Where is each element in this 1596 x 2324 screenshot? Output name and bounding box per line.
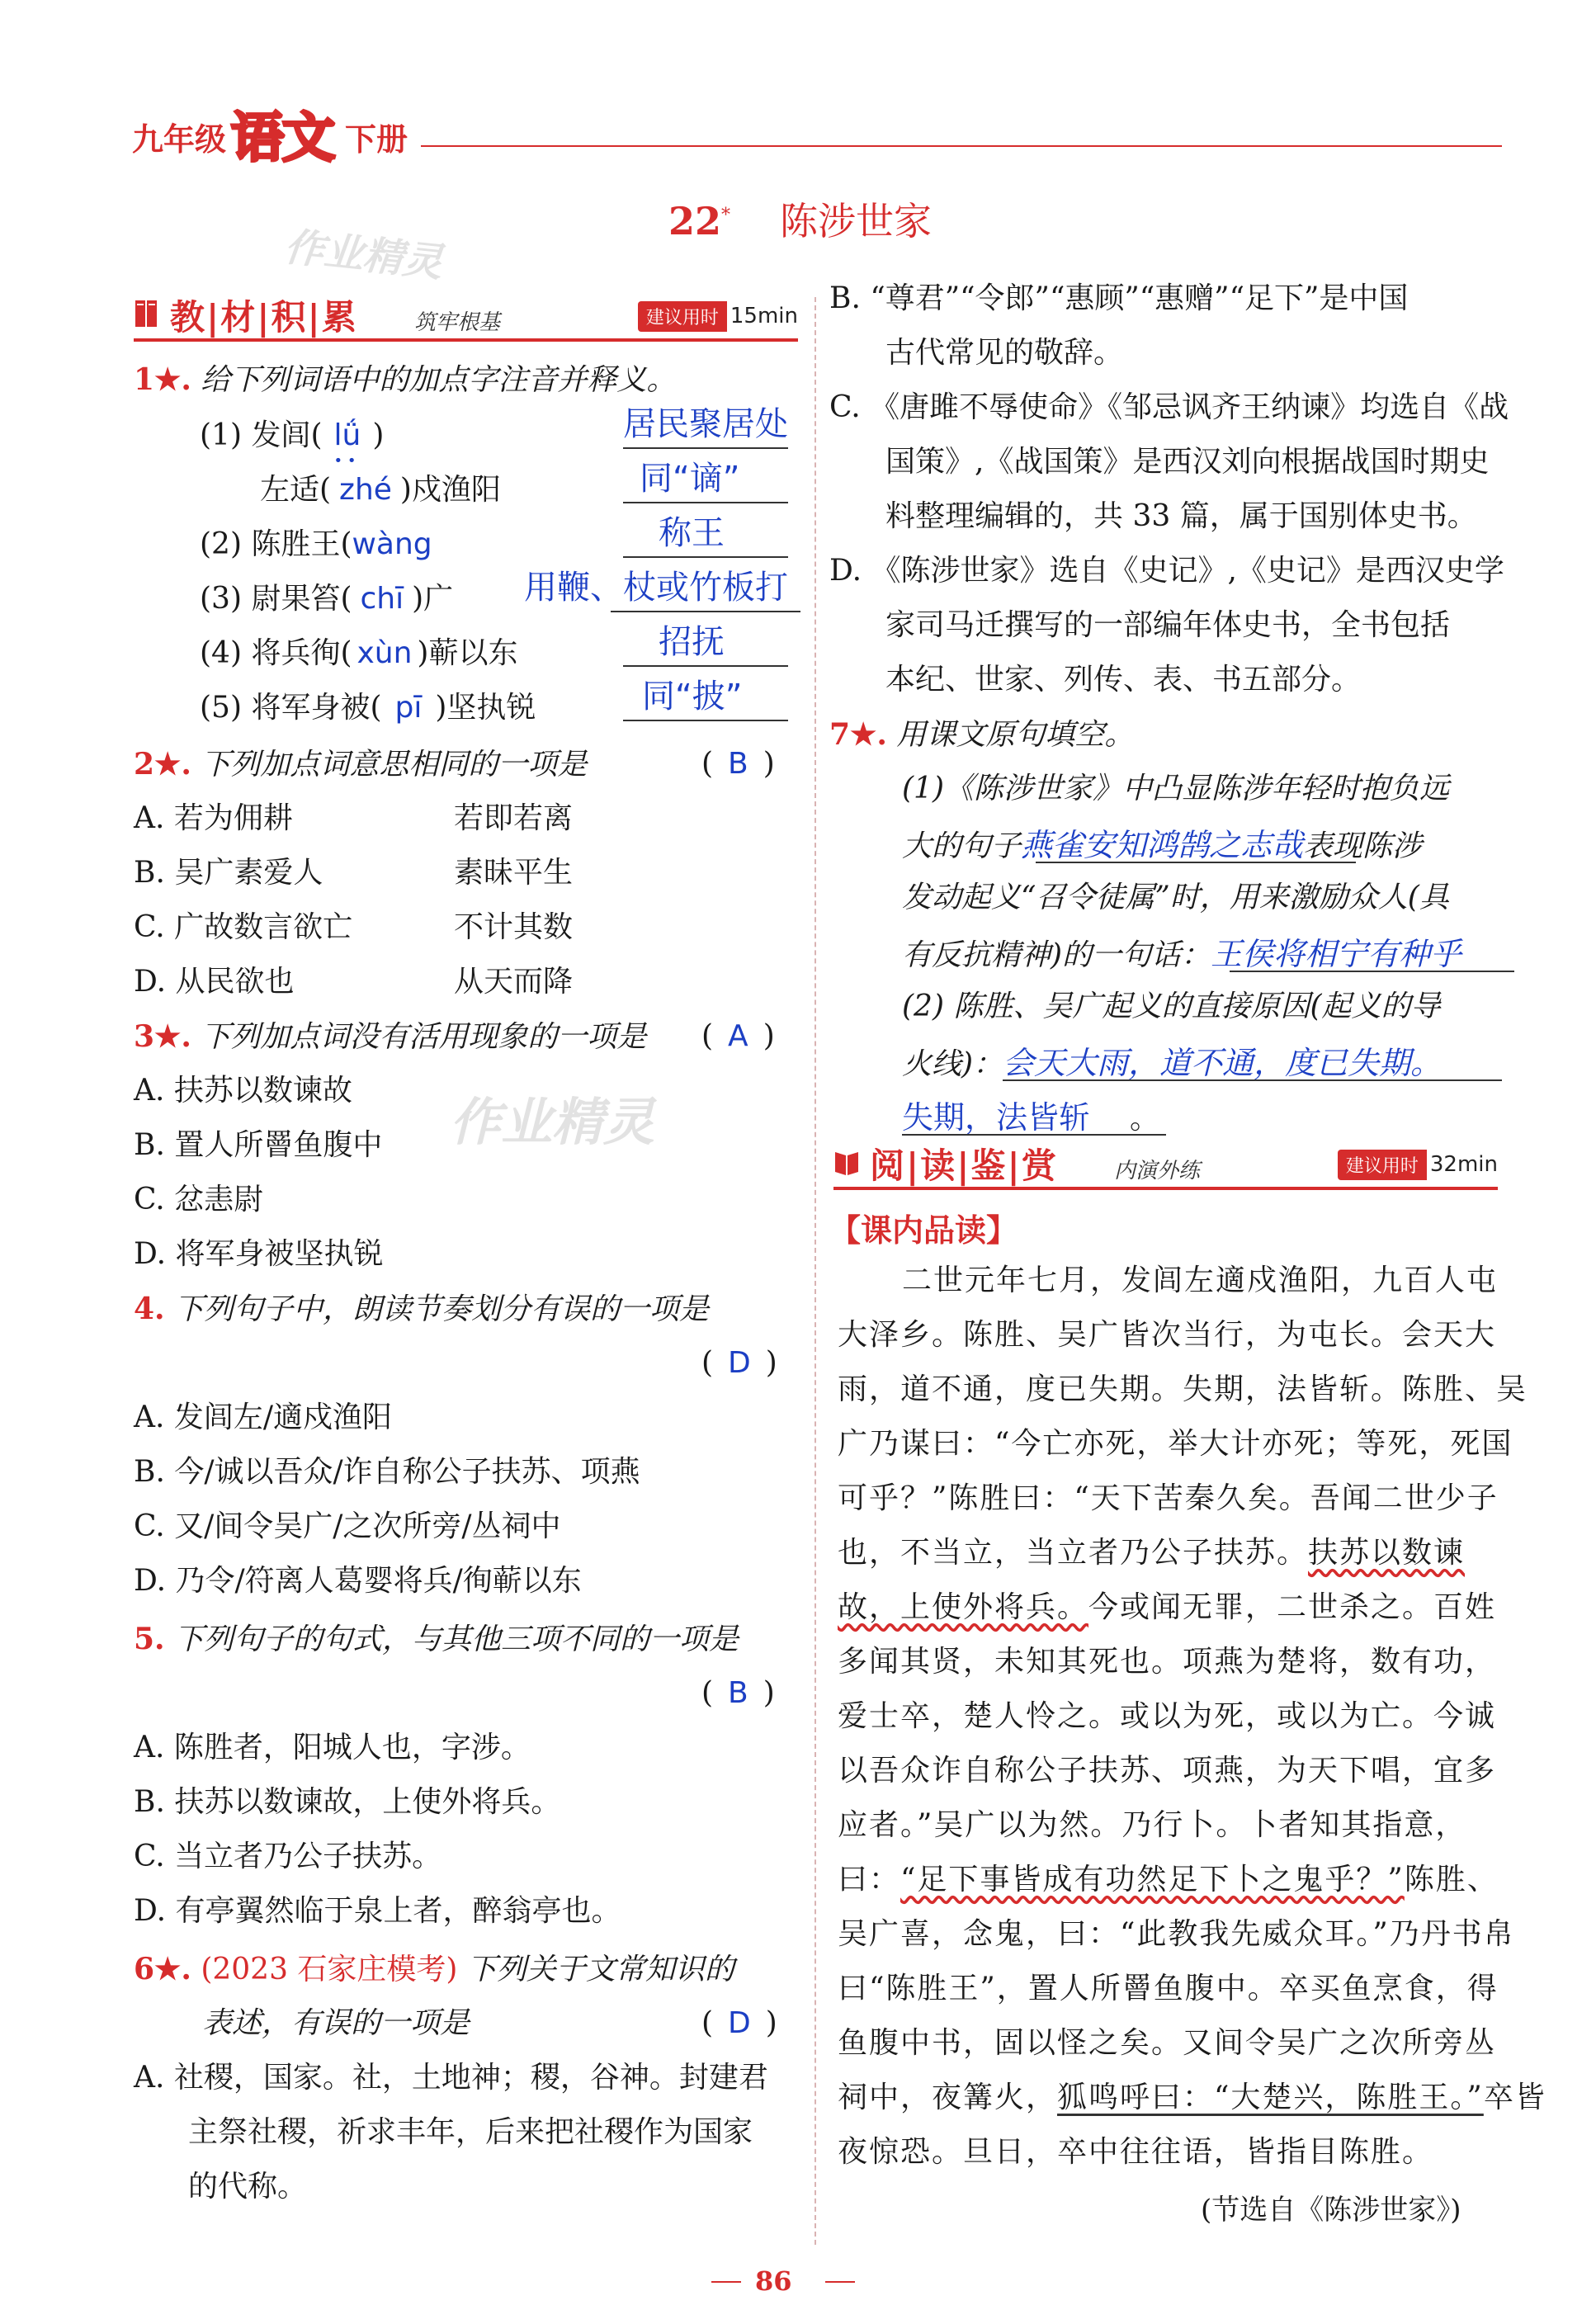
- q1-item-5-post: )蕲以东: [417, 636, 518, 670]
- q7-part1-prompt: 大的句子: [902, 829, 1022, 863]
- q2-text: 下列加点词意思相同的一项是: [201, 748, 588, 782]
- q6-option-d-line3: 本纪、世家、列传、表、书五部分。: [885, 663, 1362, 697]
- q2-number: 2★.: [134, 747, 191, 782]
- q7-part2-line2: [902, 1043, 1442, 1083]
- passage-line-14: 曰“陈胜王”，置人所罾鱼腹中。卒买鱼烹食，得: [838, 1972, 1499, 2005]
- subject-logo: 语文: [231, 108, 333, 169]
- suggested-time: [638, 302, 798, 330]
- q6-option-c-line1: C. 《唐雎不辱使命》《邹忌讽齐王纳谏》均选自《战: [829, 390, 1509, 424]
- q1-item-4-pinyin: chī: [360, 582, 404, 616]
- passage-line-8: 多闻其贤，未知其死也。项燕为楚将，数有功，: [838, 1645, 1497, 1679]
- q1-blank-2: [623, 502, 788, 503]
- page-title: [668, 191, 932, 246]
- q7-blank-1: [1036, 862, 1356, 863]
- passage-line-13: 吴广喜，念鬼，曰：“此教我先威众耳。”乃丹书帛: [838, 1917, 1515, 1951]
- q6-option-d-line1: D. 《陈涉世家》选自《史记》,《史记》是西汉史学: [829, 554, 1504, 588]
- time-value: 15min: [730, 304, 798, 328]
- q7-answer-1: 燕雀安知鸿鹄之志哉: [1021, 827, 1304, 863]
- passage-line-11: 应者。”吴广以为然。乃行卜。卜者知其指意，: [838, 1808, 1467, 1842]
- q1-number: 1★.: [134, 362, 191, 397]
- q2-answer: B: [728, 747, 748, 781]
- q1-blank-5: [623, 665, 788, 667]
- column-divider: [815, 297, 816, 2245]
- volume-label: 下册: [345, 121, 408, 158]
- q6-option-c-line3: 料整理编辑的，共 33 篇，属于国别体史书。: [885, 499, 1477, 533]
- passage-line-5: 可乎？”陈胜曰：“天下苦秦久矣。吾闻二世少子: [838, 1481, 1499, 1515]
- q7-answer-3a: 会天大雨，道不通，度已失期。: [1003, 1045, 1443, 1081]
- q1-item-3-pinyin: wàng: [352, 527, 432, 561]
- passage-line-7-text: 今或闻无罪，二世杀之。百姓: [1088, 1590, 1497, 1624]
- q1-blank-1: [623, 447, 788, 449]
- q7-answer-2: 王侯将相宁有种乎: [1211, 936, 1462, 972]
- passage-line-1: 二世元年七月，发闾左適戍渔阳，九百人屯: [902, 1264, 1499, 1297]
- q1-item-4-meaning: 用鞭、杖或竹板打: [524, 569, 788, 607]
- watermark-middle: 作业精灵: [450, 1092, 655, 1152]
- q4-option-b: B. 今/诚以吾众/诈自称公子扶苏、项燕: [134, 1455, 640, 1489]
- q1-item-2-pinyin: zhé: [339, 473, 392, 507]
- q3-stem: [134, 1018, 646, 1056]
- q1-item-4: [200, 581, 453, 617]
- lesson-star: *: [721, 205, 731, 226]
- time-label-reading: 建议用时: [1338, 1150, 1427, 1180]
- q3-option-a: A. 扶苏以数谏故: [134, 1074, 352, 1108]
- section-subtitle: 筑牢根基: [414, 310, 501, 335]
- q7-blank-3b: [902, 1134, 1166, 1136]
- q3-option-c: C. 忿恚尉: [134, 1183, 264, 1216]
- q4-stem: [134, 1291, 709, 1328]
- q1-item-5-meaning: 招抚: [659, 623, 725, 661]
- q5-number: 5.: [134, 1622, 165, 1656]
- q7-part1-line2: [902, 825, 1422, 865]
- grade-label: 九年级: [132, 121, 227, 158]
- section-subtitle-reading: 内演外练: [1114, 1159, 1201, 1183]
- q2-option-b-compare: 素昧平生: [454, 856, 574, 890]
- q7-stem: [829, 716, 1134, 753]
- passage-line-3: 雨，道不通，度已失期。失期，法皆斩。陈胜、吴: [838, 1372, 1528, 1406]
- watermark-top: 作业精灵: [282, 224, 445, 286]
- q7-part2-prompt: 火线)：: [902, 1047, 1003, 1081]
- q3-option-b: B. 置人所罾鱼腹中: [134, 1128, 383, 1162]
- q1-item-5-pinyin: xùn: [357, 636, 413, 670]
- passage-line-7: [838, 1589, 1496, 1626]
- header: [132, 107, 1502, 169]
- q6-stem-cont: [202, 2005, 470, 2042]
- q5-answer-box: ( B ): [701, 1676, 775, 1710]
- q5-option-a: A. 陈胜者，阳城人也，字涉。: [134, 1731, 531, 1764]
- lesson-number: 22: [668, 199, 722, 243]
- q2-answer-box: ( B ): [701, 747, 775, 781]
- q1-item-2: [260, 472, 501, 508]
- passage-line-12: [838, 1862, 1499, 1898]
- q1-item-2-post: )戍渔阳: [399, 473, 501, 507]
- page-number-rule-left: [711, 2281, 741, 2283]
- q1-item-1-pinyin: lǘ: [333, 418, 361, 452]
- passage-line-17: 夜惊恐。旦日，卒中往往语，皆指目陈胜。: [838, 2135, 1434, 2169]
- q1-text: 给下列词语中的加点字注音并释义。: [201, 363, 677, 397]
- passage-line-16: [838, 2080, 1546, 2116]
- q7-answer-3b: 失期，法皆斩: [902, 1099, 1091, 1136]
- q7-part1-line4: [902, 934, 1461, 974]
- q5-stem: [134, 1621, 739, 1658]
- q6-source: (2023 石家庄模考): [201, 1953, 458, 1986]
- q6-answer: D: [728, 2006, 751, 2040]
- q5-text: 下列句子的句式，与其他三项不同的一项是: [174, 1623, 739, 1656]
- q4-text: 下列句子中，朗读节奏划分有误的一项是: [174, 1292, 710, 1326]
- q5-answer: B: [728, 1676, 748, 1710]
- q6-option-a-line1: A. 社稷，国家。社，土地神；稷，谷神。封建君: [134, 2061, 768, 2095]
- q7-blank-2: [1230, 971, 1514, 972]
- q5-option-b: B. 扶苏以数谏故，上使外将兵。: [134, 1785, 561, 1819]
- passage-line-4: 广乃谋曰：“今亡亦死，举大计亦死；等死，死国: [838, 1427, 1513, 1461]
- passage-line-15: 鱼腹中书，固以怪之矣。又间令吴广之次所旁丛: [838, 2026, 1497, 2060]
- q2-option-a-compare: 若即若离: [454, 801, 574, 835]
- q7-part2-line3: [902, 1098, 1159, 1137]
- q6-option-c-line2: 国策》,《战国策》是西汉刘向根据战国时期史: [885, 445, 1490, 479]
- passage-source: (节选自《陈涉世家》): [1201, 2194, 1461, 2227]
- q1-item-1: [200, 418, 384, 470]
- time-label: 建议用时: [638, 301, 727, 332]
- q1-item-4-post: )广: [412, 582, 454, 616]
- passage-underline-1: 狐鸣呼曰：“大楚兴，陈胜王。”: [1057, 2081, 1484, 2114]
- q3-text: 下列加点词没有活用现象的一项是: [201, 1020, 647, 1054]
- q1-item-2-pre: 左适(: [260, 473, 332, 507]
- q4-number: 4.: [134, 1292, 165, 1326]
- passage-line-16-post: 卒皆: [1483, 2081, 1546, 2114]
- q1-item-5: [200, 635, 517, 672]
- q2-option-d-compare: 从天而降: [454, 965, 574, 999]
- passage-line-10: 以吾众诈自称公子扶苏、项燕，为天下唱，宜多: [838, 1754, 1497, 1788]
- q1-item-6-pre: (5) 将军身被(: [200, 691, 382, 725]
- q6-option-d-line2: 家司马迁撰写的一部编年体史书，全书包括: [885, 608, 1451, 642]
- passage-line-6-text: 也，不当立，当立者乃公子扶苏。: [838, 1536, 1309, 1570]
- q1-blank-4: [611, 611, 800, 612]
- open-book-icon: [833, 1145, 860, 1179]
- q7-text: 用课文原句填空。: [896, 718, 1135, 752]
- q1-stem: [134, 361, 676, 399]
- q3-answer: A: [728, 1019, 748, 1053]
- q7-part1-line1: (1)《陈涉世家》中凸显陈涉年轻时抱负远: [902, 772, 1449, 805]
- q1-item-6: [200, 690, 536, 726]
- q3-number: 3★.: [134, 1019, 191, 1054]
- lesson-name: 陈涉世家: [780, 199, 933, 243]
- passage-line-12-post: 陈胜、: [1404, 1863, 1499, 1897]
- q6-option-b-line1: B. “尊君”“令郎”“惠顾”“惠赠”“足下”是中国: [829, 281, 1409, 315]
- q7-part1-cont: 表现陈涉: [1303, 829, 1423, 863]
- q7-blank-3a: [1003, 1079, 1502, 1081]
- q1-item-6-post: )坚执锐: [435, 691, 536, 725]
- q2-stem: [134, 746, 587, 783]
- q2-option-c: C. 广故数言欲亡: [134, 910, 353, 944]
- page-number-rule-right: [825, 2281, 855, 2283]
- q6-text-2: 表述，有误的一项是: [202, 2006, 470, 2040]
- q5-option-c: C. 当立者乃公子扶苏。: [134, 1840, 442, 1873]
- q6-option-a-line2: 主祭社稷，祈求丰年，后来把社稷作为国家: [188, 2115, 753, 2149]
- q1-item-1-pre: (1) 发闾(: [200, 418, 323, 452]
- q2-option-b: B. 吴广素爱人: [134, 856, 323, 890]
- q4-answer: D: [728, 1346, 751, 1380]
- q5-option-d: D. 有亭翼然临于泉上者，醉翁亭也。: [134, 1894, 621, 1928]
- q7-part1-prompt-2: 有反抗精神)的一句话：: [902, 938, 1211, 972]
- time-value-reading: 32min: [1429, 1152, 1498, 1177]
- section-title: 教|材|积|累: [170, 297, 358, 338]
- q1-item-6-pinyin: pī: [394, 691, 423, 725]
- q3-answer-box: ( A ): [701, 1019, 775, 1053]
- passage-wavy-1: 扶苏以数谏: [1308, 1536, 1466, 1570]
- page-number: 86: [755, 2265, 792, 2297]
- q6-text-1: 下列关于文常知识的: [466, 1953, 734, 1986]
- q4-option-c: C. 又/间令吴广/之次所旁/丛祠中: [134, 1509, 561, 1543]
- q4-option-d: D. 乃令/符离人葛婴将兵/徇蕲以东: [134, 1564, 582, 1598]
- q6-answer-box: ( D ): [701, 2006, 777, 2040]
- section-title-reading: 阅|读|鉴|赏: [870, 1145, 1058, 1186]
- q1-item-3-pre: (2) 陈胜王(: [200, 527, 352, 561]
- q2-option-d: D. 从民欲也: [134, 965, 295, 999]
- q1-blank-3: [623, 556, 788, 558]
- q7-part2-line1: (2) 陈胜、吴广起义的直接原因(起义的导: [902, 990, 1441, 1023]
- q1-item-1-meaning: 居民聚居处: [623, 405, 788, 443]
- q1-item-5-pre: (4) 将兵徇(: [200, 636, 352, 670]
- q1-item-4-pre: (3) 尉果笞(: [200, 582, 352, 616]
- q1-item-1-post: ): [372, 418, 385, 452]
- q4-option-a: A. 发闾左/適戍渔阳: [134, 1401, 393, 1434]
- q7-part1-line3: 发动起义“召令徒属”时，用来激励众人(具: [902, 881, 1449, 914]
- q3-option-d: D. 将军身被坚执锐: [134, 1237, 384, 1271]
- q1-item-2-meaning: 同“谪”: [640, 460, 740, 498]
- q1-item-3: [200, 527, 432, 563]
- passage-line-12-pre: 曰：: [838, 1863, 901, 1897]
- passage-line-2: 大泽乡。陈胜、吴广皆次当行，为屯长。会天大: [838, 1318, 1497, 1352]
- q2-option-c-compare: 不计其数: [454, 910, 574, 944]
- q7-period: 。: [1130, 1102, 1160, 1136]
- passage-line-9: 爱士卒，楚人怜之。或以为死，或以为亡。今诚: [838, 1699, 1497, 1733]
- q6-option-b-line2: 古代常见的敬辞。: [885, 336, 1124, 370]
- passage-wavy-2: 故，上使外将兵。: [838, 1590, 1089, 1624]
- suggested-time-reading: [1338, 1150, 1498, 1179]
- q6-stem: [134, 1951, 734, 1988]
- reading-label: 【课内品读】: [829, 1212, 1018, 1249]
- q7-number: 7★.: [829, 717, 887, 752]
- passage-line-6: [838, 1535, 1465, 1571]
- q1-item-6-meaning: 同“披”: [642, 678, 743, 716]
- passage-line-16-pre: 祠中，夜篝火，: [838, 2081, 1058, 2114]
- section-bar-reading: [833, 1139, 1498, 1190]
- book-icon: [134, 297, 160, 330]
- passage-wavy-3: “足下事皆成有功然足下卜之鬼乎？”: [900, 1863, 1405, 1897]
- q2-option-a: A. 若为佣耕: [134, 801, 293, 835]
- q1-blank-6: [623, 720, 788, 721]
- header-rule: [421, 145, 1502, 147]
- q6-option-a-line3: 的代称。: [188, 2170, 308, 2204]
- q4-answer-box: ( D ): [701, 1346, 777, 1380]
- section-bar-accumulation: [134, 290, 798, 342]
- q6-number: 6★.: [134, 1952, 191, 1986]
- q1-item-3-meaning: 称王: [659, 514, 725, 552]
